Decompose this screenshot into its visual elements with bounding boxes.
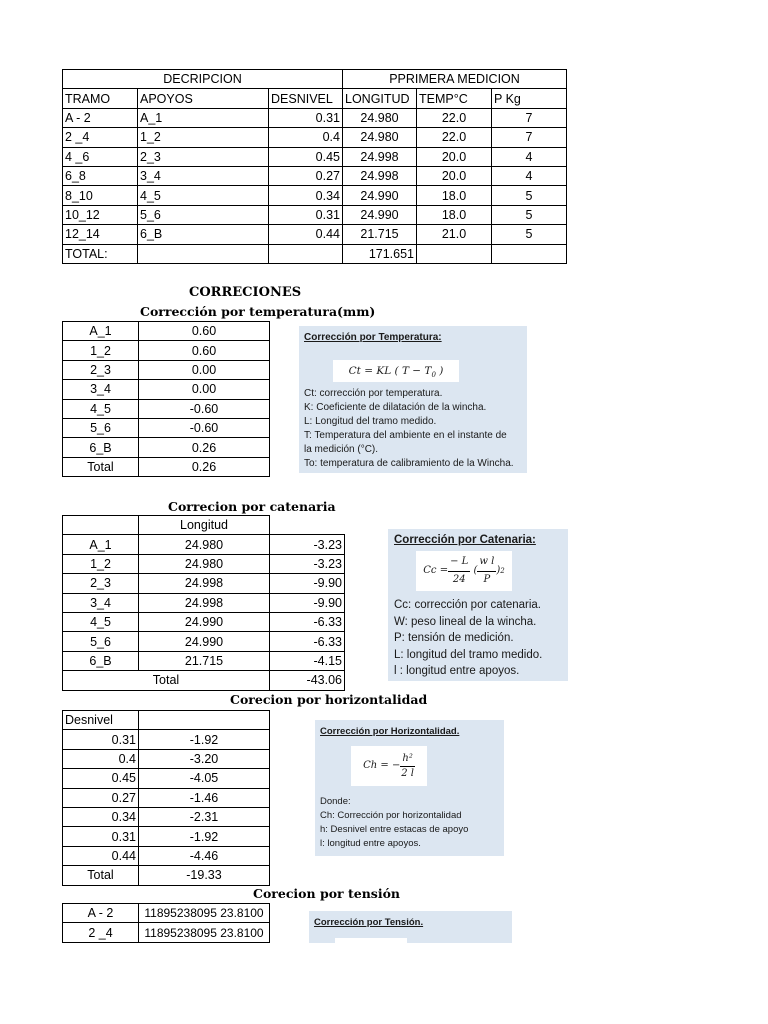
- longitud-cell: 24.998: [343, 147, 417, 166]
- catenary-formula-box: [388, 529, 568, 681]
- table-row: 0.45 -4.05: [63, 769, 270, 788]
- apoyos-cell: 3_4: [138, 166, 269, 185]
- total-row: [63, 244, 567, 263]
- tension-title: Corecion por tensión: [253, 886, 401, 901]
- table-row: A - 2 11895238095 23.8100: [63, 904, 270, 923]
- table-row: 0.34 -2.31: [63, 807, 270, 826]
- longitud-cell: 24.980: [343, 108, 417, 127]
- tramo-cell: 6_8: [63, 166, 138, 185]
- table-row: A_1 24.980 -3.23: [63, 535, 345, 554]
- table-row: A_1 0.60: [63, 322, 270, 341]
- longitud-header: Longitud: [139, 516, 270, 535]
- main-table: [62, 69, 567, 264]
- desnivel-cell: 0.27: [269, 166, 343, 185]
- longitud-cell: 24.990: [343, 205, 417, 224]
- catenary-title: Correcion por catenaria: [168, 499, 336, 514]
- col-header-pkg: P Kg: [492, 89, 567, 108]
- table-row: 3_4 24.998 -9.90: [63, 593, 345, 612]
- table-row: 3_4 0.00: [63, 380, 270, 399]
- desnivel-cell: 0.4: [269, 128, 343, 147]
- total-label: TOTAL:: [63, 244, 138, 263]
- horizontality-table: [62, 710, 270, 886]
- table-row: 4_5 -0.60: [63, 399, 270, 418]
- longitud-cell: 24.990: [343, 186, 417, 205]
- horizontality-formula: Ch = − $\frac{\text{h²}}{2 l}$: [351, 746, 427, 786]
- table-row: [63, 186, 567, 205]
- col-header-temp: TEMP°C: [417, 89, 492, 108]
- catenary-box-title: Corrección por Catenaria:: [394, 534, 536, 546]
- table-row: [63, 128, 567, 147]
- section-title-corrections: CORRECIONES: [189, 285, 302, 300]
- temp-cell: 20.0: [417, 166, 492, 185]
- tramo-cell: 4 _6: [63, 147, 138, 166]
- temp-cell: 20.0: [417, 147, 492, 166]
- pkg-cell: 7: [492, 108, 567, 127]
- temp-cell: 18.0: [417, 186, 492, 205]
- catenary-box-text: Cc: corrección por catenaria. W: peso lineal de la wincha. P: tensión de medición. L: longitud del tramo medido. l : longitud entre apoyos.: [394, 599, 543, 677]
- col-header-longitud: LONGITUD: [343, 89, 417, 108]
- horizontality-box-title: Corrección por Horizontalidad.: [320, 726, 460, 737]
- table-row: 2_3 0.00: [63, 360, 270, 379]
- temperature-formula: Ct = KL ( $T - T_0$ ): [333, 360, 459, 382]
- longitud-cell: 24.980: [343, 128, 417, 147]
- group-header-description: DECRIPCION: [63, 70, 343, 89]
- total-row: Total 0.26: [63, 457, 270, 476]
- desnivel-cell: 0.31: [269, 205, 343, 224]
- apoyos-cell: A_1: [138, 108, 269, 127]
- pkg-cell: 5: [492, 205, 567, 224]
- pkg-cell: 7: [492, 128, 567, 147]
- table-row: [63, 225, 567, 244]
- tramo-cell: 2 _4: [63, 128, 138, 147]
- table-row: [63, 147, 567, 166]
- tramo-cell: A - 2: [63, 108, 138, 127]
- tramo-cell: 10_12: [63, 205, 138, 224]
- col-header-tramo: TRAMO: [63, 89, 138, 108]
- temperature-box-title: Corrección por Temperatura:: [304, 332, 442, 343]
- tension-formula-box: [309, 911, 512, 943]
- pkg-cell: 5: [492, 225, 567, 244]
- apoyos-cell: 4_5: [138, 186, 269, 205]
- longitud-cell: 21.715: [343, 225, 417, 244]
- temperature-box-text: Ct: corrección por temperatura. K: Coeficiente de dilatación de la wincha. L: Longitud del tramo medido. T: Temperatura del ambiente en el instante de la medición (°C). To: temperatura de calibramiento de la Wincha.: [304, 388, 514, 469]
- desnivel-cell: 0.34: [269, 186, 343, 205]
- col-header-apoyos: APOYOS: [138, 89, 269, 108]
- table-row: 0.44 -4.46: [63, 846, 270, 865]
- table-row: 2 _4 11895238095 23.8100: [63, 923, 270, 942]
- temp-cell: 18.0: [417, 205, 492, 224]
- desnivel-cell: 0.45: [269, 147, 343, 166]
- table-row: 5_6 24.990 -6.33: [63, 632, 345, 651]
- total-row: Total -43.06: [63, 671, 345, 690]
- catenary-table: [62, 515, 345, 691]
- catenary-formula: Cc = $\frac{- L}{24}$ ( $\frac{\text{w l}}{P}$ ) 2: [416, 551, 512, 591]
- table-row: [63, 205, 567, 224]
- table-row: 6_B 0.26: [63, 438, 270, 457]
- total-longitud: 171.651: [343, 244, 417, 263]
- total-row: Total -19.33: [63, 866, 270, 885]
- table-row: 0.4 -3.20: [63, 749, 270, 768]
- temp-cell: 21.0: [417, 225, 492, 244]
- tension-box-title: Corrección por Tensión.: [314, 917, 424, 928]
- temp-cell: 22.0: [417, 128, 492, 147]
- table-row: 6_B 21.715 -4.15: [63, 651, 345, 670]
- tension-formula: [335, 938, 407, 943]
- horizontality-box-text: Donde: Ch: Corrección por horizontalidad h: Desnivel entre estacas de apoyo l: longitud entre apoyos.: [320, 796, 469, 849]
- pkg-cell: 4: [492, 166, 567, 185]
- table-row: 1_2 24.980 -3.23: [63, 554, 345, 573]
- group-header-first-measurement: PPRIMERA MEDICION: [343, 70, 567, 89]
- table-row: [63, 108, 567, 127]
- tension-table: [62, 903, 270, 943]
- desnivel-cell: 0.44: [269, 225, 343, 244]
- tramo-cell: 12_14: [63, 225, 138, 244]
- apoyos-cell: 5_6: [138, 205, 269, 224]
- horizontality-formula-box: [315, 720, 504, 856]
- desnivel-cell: 0.31: [269, 108, 343, 127]
- pkg-cell: 5: [492, 186, 567, 205]
- temp-title: Corrección por temperatura(mm): [140, 304, 376, 319]
- col-header-desnivel: DESNIVEL: [269, 89, 343, 108]
- pkg-cell: 4: [492, 147, 567, 166]
- table-row: 0.31 -1.92: [63, 730, 270, 749]
- apoyos-cell: 2_3: [138, 147, 269, 166]
- apoyos-cell: 6_B: [138, 225, 269, 244]
- horizontality-title: Corecion por horizontalidad: [230, 692, 428, 707]
- temp-cell: 22.0: [417, 108, 492, 127]
- desnivel-header: Desnivel: [63, 711, 139, 730]
- table-row: 0.31 -1.92: [63, 827, 270, 846]
- temp-table: [62, 321, 270, 477]
- table-row: 4_5 24.990 -6.33: [63, 612, 345, 631]
- table-row: [63, 166, 567, 185]
- longitud-cell: 24.998: [343, 166, 417, 185]
- table-row: 1_2 0.60: [63, 341, 270, 360]
- table-row: 2_3 24.998 -9.90: [63, 574, 345, 593]
- table-row: 5_6 -0.60: [63, 418, 270, 437]
- table-row: 0.27 -1.46: [63, 788, 270, 807]
- tramo-cell: 8_10: [63, 186, 138, 205]
- temperature-formula-box: [299, 326, 527, 473]
- apoyos-cell: 1_2: [138, 128, 269, 147]
